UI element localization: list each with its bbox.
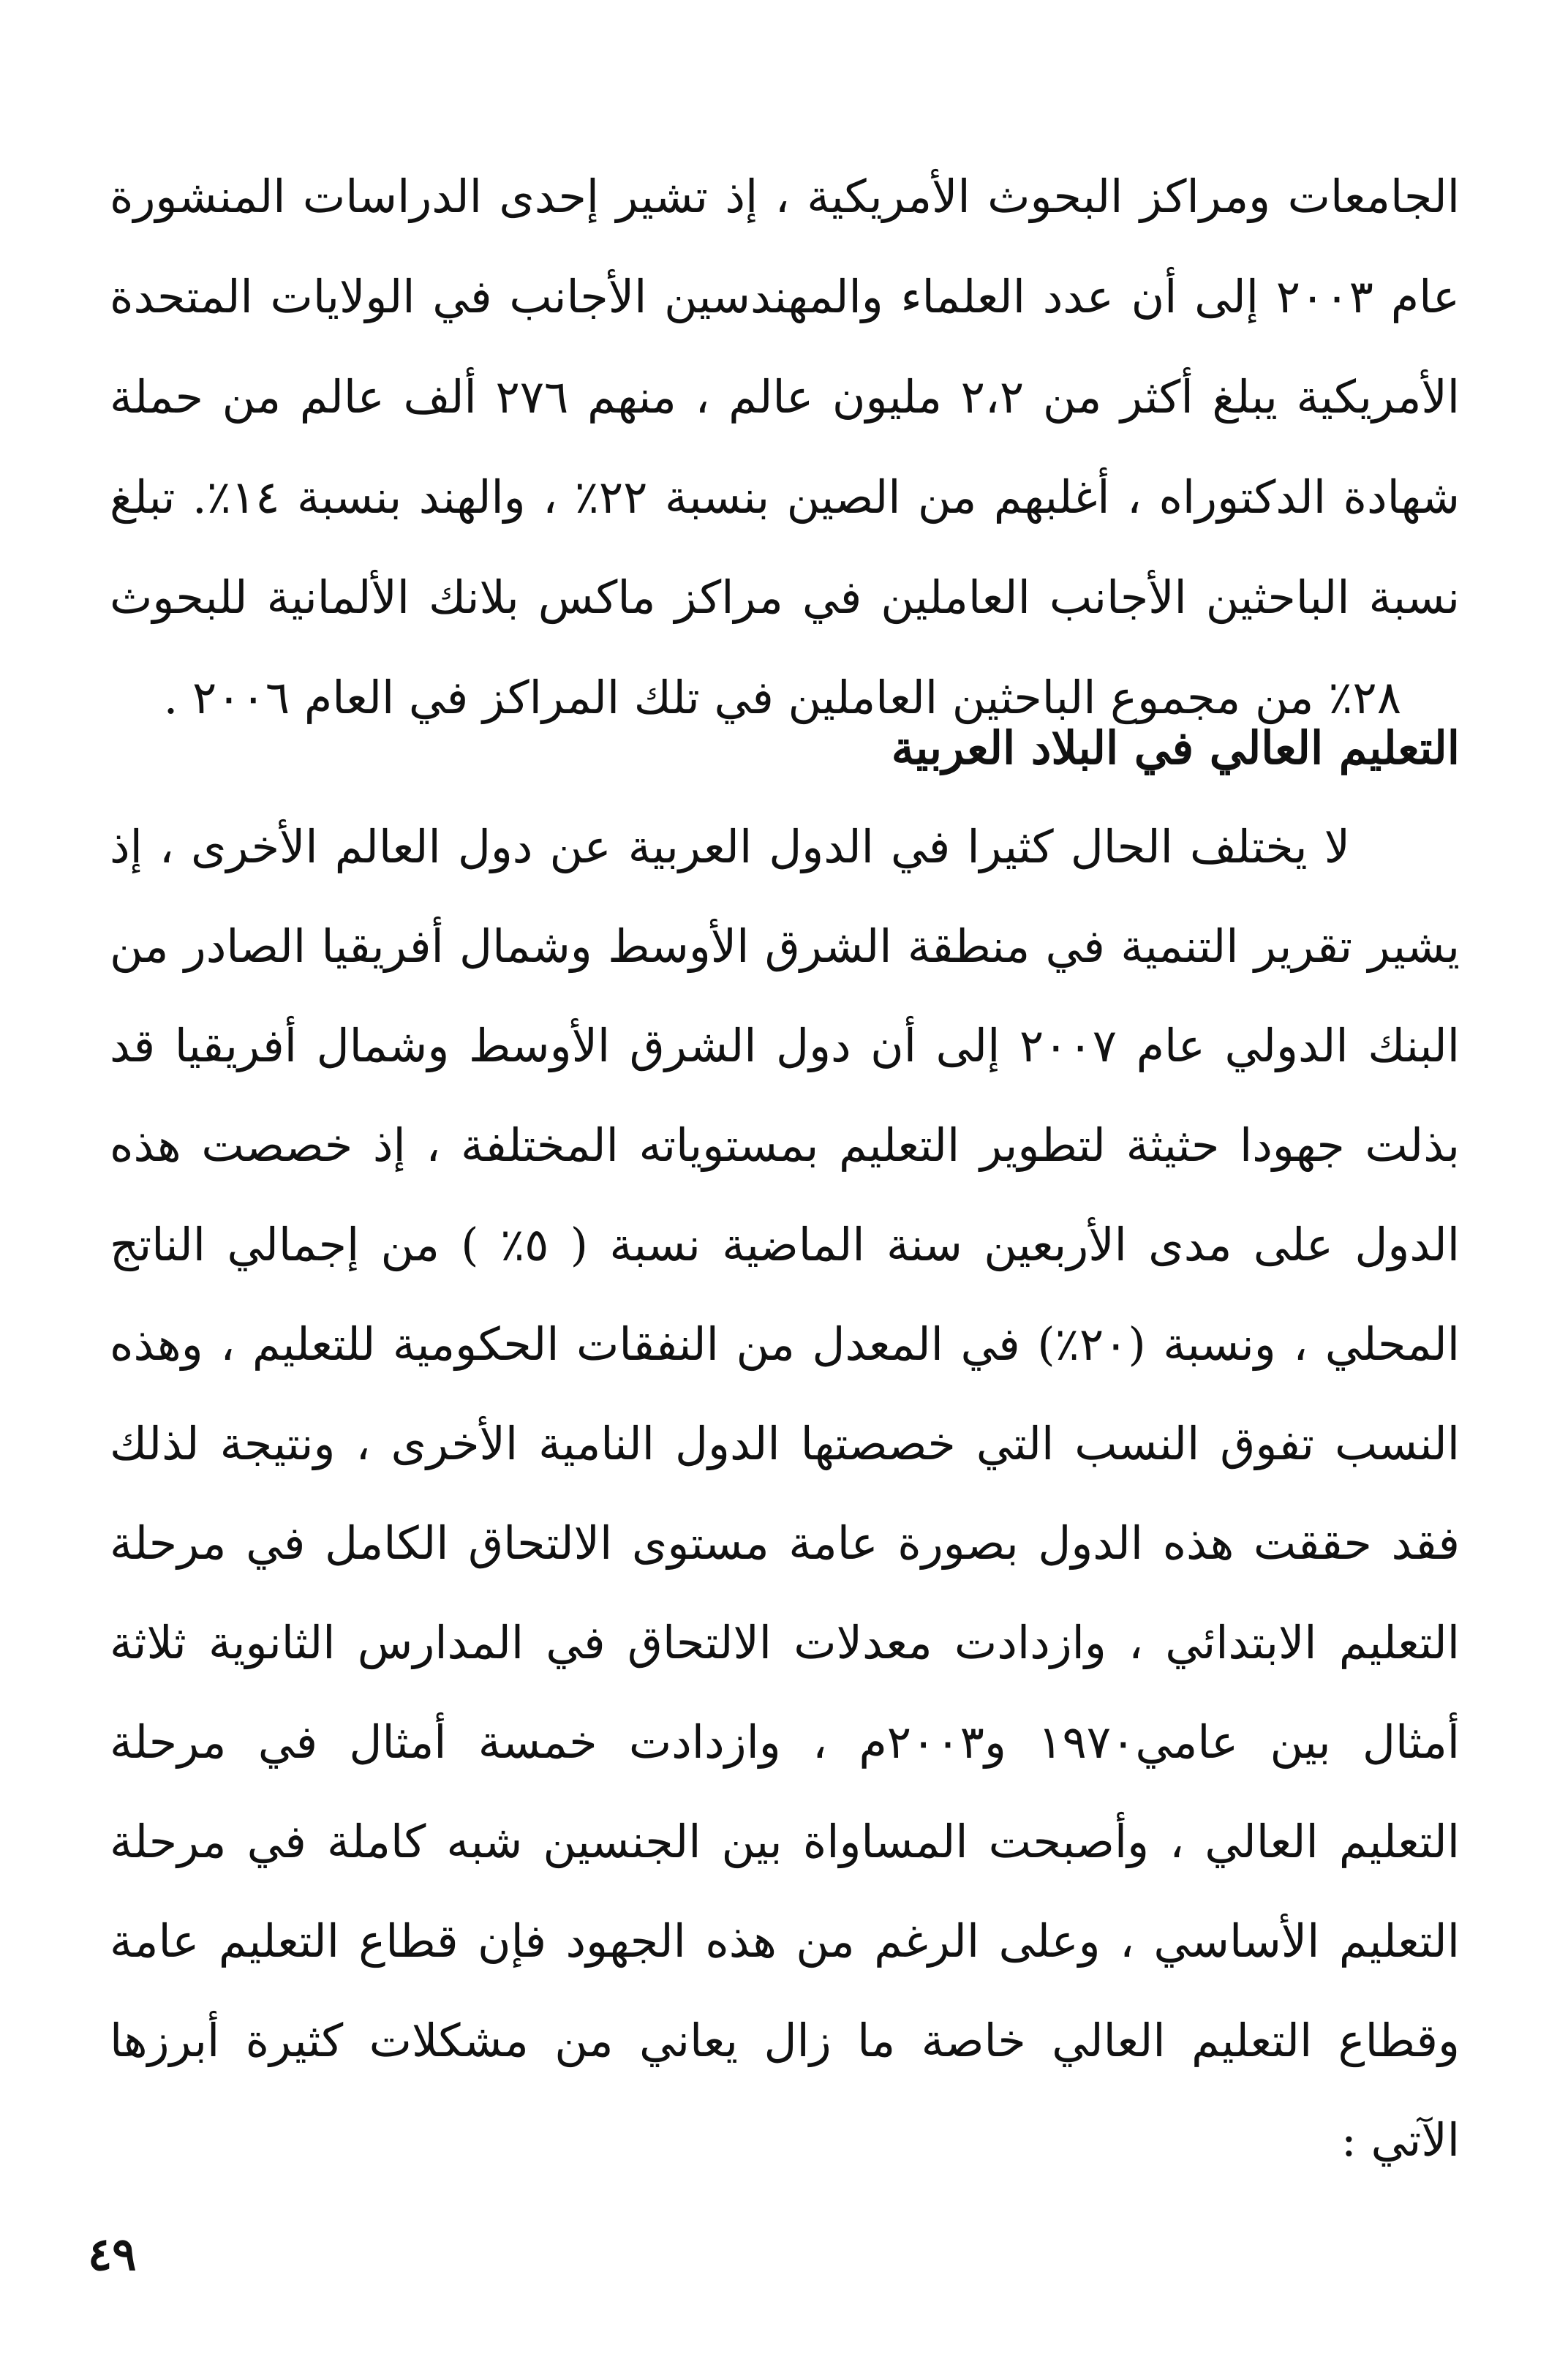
- intro-line-3: الأمريكية يبلغ أكثر من ٢،٢ مليون عالم ، منهم ٢٧٦ ألف عالم من حملة: [110, 370, 1460, 424]
- body-paragraph: [110, 797, 1460, 2190]
- body-line-5: الدول على مدى الأربعين سنة الماضية نسبة ( ٥٪ ) من إجمالي الناتج: [110, 1218, 1460, 1271]
- page-number: ٤٩: [88, 2227, 137, 2281]
- body-line-8: فقد حققت هذه الدول بصورة عامة مستوى الالتحاق الكامل في مرحلة: [110, 1516, 1460, 1570]
- body-line-2: يشير تقرير التنمية في منطقة الشرق الأوسط وشمال أفريقيا الصادر من: [110, 919, 1460, 973]
- body-line-12: التعليم الأساسي ، وعلى الرغم من هذه الجهود فإن قطاع التعليم عامة: [110, 1914, 1460, 1968]
- intro-line-1: الجامعات ومراكز البحوث الأمريكية ، إذ تشير إحدى الدراسات المنشورة: [110, 170, 1460, 223]
- intro-line-4: شهادة الدكتوراه ، أغلبهم من الصين بنسبة ٢٢٪ ، والهند بنسبة ١٤٪. تبلغ: [110, 470, 1460, 524]
- body-line-3: البنك الدولي عام ٢٠٠٧ إلى أن دول الشرق الأوسط وشمال أفريقيا قد: [110, 1019, 1460, 1072]
- body-line-9: التعليم الابتدائي ، وازدادت معدلات الالتحاق في المدارس الثانوية ثلاثة: [110, 1616, 1460, 1669]
- body-line-1: لا يختلف الحال كثيرا في الدول العربية عن دول العالم الأخرى ، إذ: [110, 820, 1350, 873]
- intro-line-2: عام ٢٠٠٣ إلى أن عدد العلماء والمهندسين الأجانب في الولايات المتحدة: [110, 270, 1460, 323]
- body-line-6: المحلي ، ونسبة (٢٠٪) في المعدل من النفقات الحكومية للتعليم ، وهذه: [110, 1317, 1460, 1371]
- intro-line-6: ٢٨٪ من مجموع الباحثين العاملين في تلك المراكز في العام ٢٠٠٦ .: [163, 671, 1401, 724]
- section-heading: التعليم العالي في البلاد العربية: [891, 721, 1460, 775]
- intro-line-5: نسبة الباحثين الأجانب العاملين في مراكز ماكس بلانك الألمانية للبحوث: [110, 571, 1460, 624]
- body-line-13: وقطاع التعليم العالي خاصة ما زال يعاني من مشكلات كثيرة أبرزها: [110, 2014, 1460, 2067]
- body-line-10: أمثال بين عامي١٩٧٠ و٢٠٠٣م ، وازدادت خمسة أمثال في مرحلة: [110, 1715, 1460, 1769]
- body-line-14: الآتي :: [1341, 2113, 1460, 2167]
- intro-paragraph: [110, 146, 1460, 748]
- body-line-11: التعليم العالي ، وأصبحت المساواة بين الجنسين شبه كاملة في مرحلة: [110, 1815, 1460, 1868]
- body-line-4: بذلت جهودا حثيثة لتطوير التعليم بمستوياته المختلفة ، إذ خصصت هذه: [110, 1118, 1460, 1172]
- body-line-7: النسب تفوق النسب التي خصصتها الدول النامية الأخرى ، ونتيجة لذلك: [110, 1417, 1460, 1470]
